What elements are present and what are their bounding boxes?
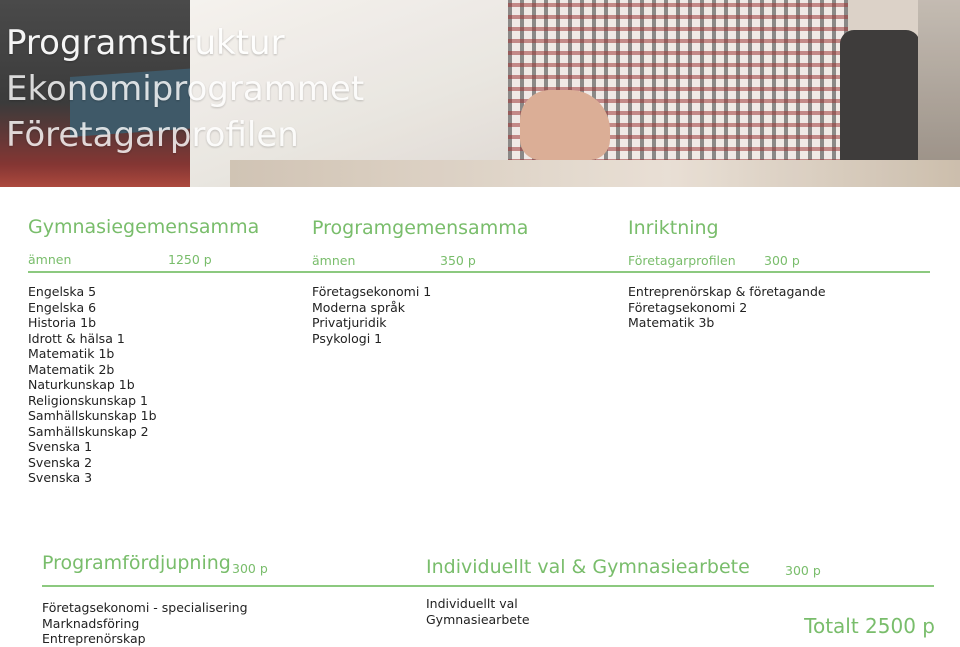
course-item: Företagsekonomi 2 (628, 299, 748, 315)
individuellt-heading: Individuellt val & Gymnasiearbete (426, 556, 750, 578)
title-line-1: Programstruktur (6, 23, 285, 63)
course-item: Idrott & hälsa 1 (28, 330, 125, 346)
course-item: Svenska 3 (28, 470, 93, 485)
inriktning-course-list (628, 284, 826, 331)
hero-banner (0, 0, 960, 187)
gymnasiegemensamma-heading: Gymnasiegemensamma (28, 216, 260, 238)
course-item: Samhällskunskap 2 (28, 423, 149, 439)
course-item: Engelska 6 (28, 299, 97, 315)
course-item: Entreprenörskap (42, 631, 146, 646)
course-item: Psykologi 1 (312, 330, 383, 346)
course-item: Matematik 1b (28, 346, 115, 361)
course-item: Svenska 1 (28, 439, 93, 454)
individuellt-course-list (426, 596, 530, 627)
course-item: Individuellt val (426, 596, 518, 611)
section-divider-top (28, 271, 930, 273)
title-line-2: Ekonomiprogrammet (6, 69, 365, 109)
course-item: Religionskunskap 1 (28, 392, 149, 408)
section-divider-bottom (42, 585, 934, 587)
inriktning-sublabel: Företagarprofilen (628, 253, 736, 268)
course-item: Historia 1b (28, 315, 97, 330)
course-item: Marknadsföring (42, 615, 140, 631)
course-item: Naturkunskap 1b (28, 377, 135, 392)
programgemensamma-course-list (312, 284, 431, 346)
course-item: Matematik 2b (28, 361, 115, 377)
course-item: Privatjuridik (312, 315, 387, 330)
course-item: Matematik 3b (628, 315, 715, 330)
course-item: Företagsekonomi - specialisering (42, 600, 248, 615)
programfordjupning-heading: Programfördjupning (42, 552, 231, 574)
programfordjupning-points: 300 p (232, 561, 268, 576)
individuellt-points: 300 p (785, 563, 821, 578)
gymnasiegemensamma-sublabel: ämnen (28, 252, 72, 267)
title-line-3: Företagarprofilen (6, 115, 299, 155)
total-points: Totalt 2500 p (804, 614, 935, 638)
course-item: Entreprenörskap & företagande (628, 284, 826, 299)
gymnasiegemensamma-points: 1250 p (168, 252, 212, 267)
course-item: Gymnasiearbete (426, 611, 530, 627)
page-title (6, 20, 364, 158)
gymnasiegemensamma-course-list (28, 284, 157, 486)
programgemensamma-sublabel: ämnen (312, 253, 356, 268)
course-item: Moderna språk (312, 299, 406, 315)
course-item: Engelska 5 (28, 284, 97, 299)
programgemensamma-heading: Programgemensamma (312, 217, 529, 239)
inriktning-points: 300 p (764, 253, 800, 268)
programgemensamma-points: 350 p (440, 253, 476, 268)
course-item: Svenska 2 (28, 454, 93, 470)
course-item: Samhällskunskap 1b (28, 408, 157, 423)
programfordjupning-course-list (42, 600, 248, 647)
inriktning-heading: Inriktning (628, 217, 719, 239)
course-item: Företagsekonomi 1 (312, 284, 432, 299)
